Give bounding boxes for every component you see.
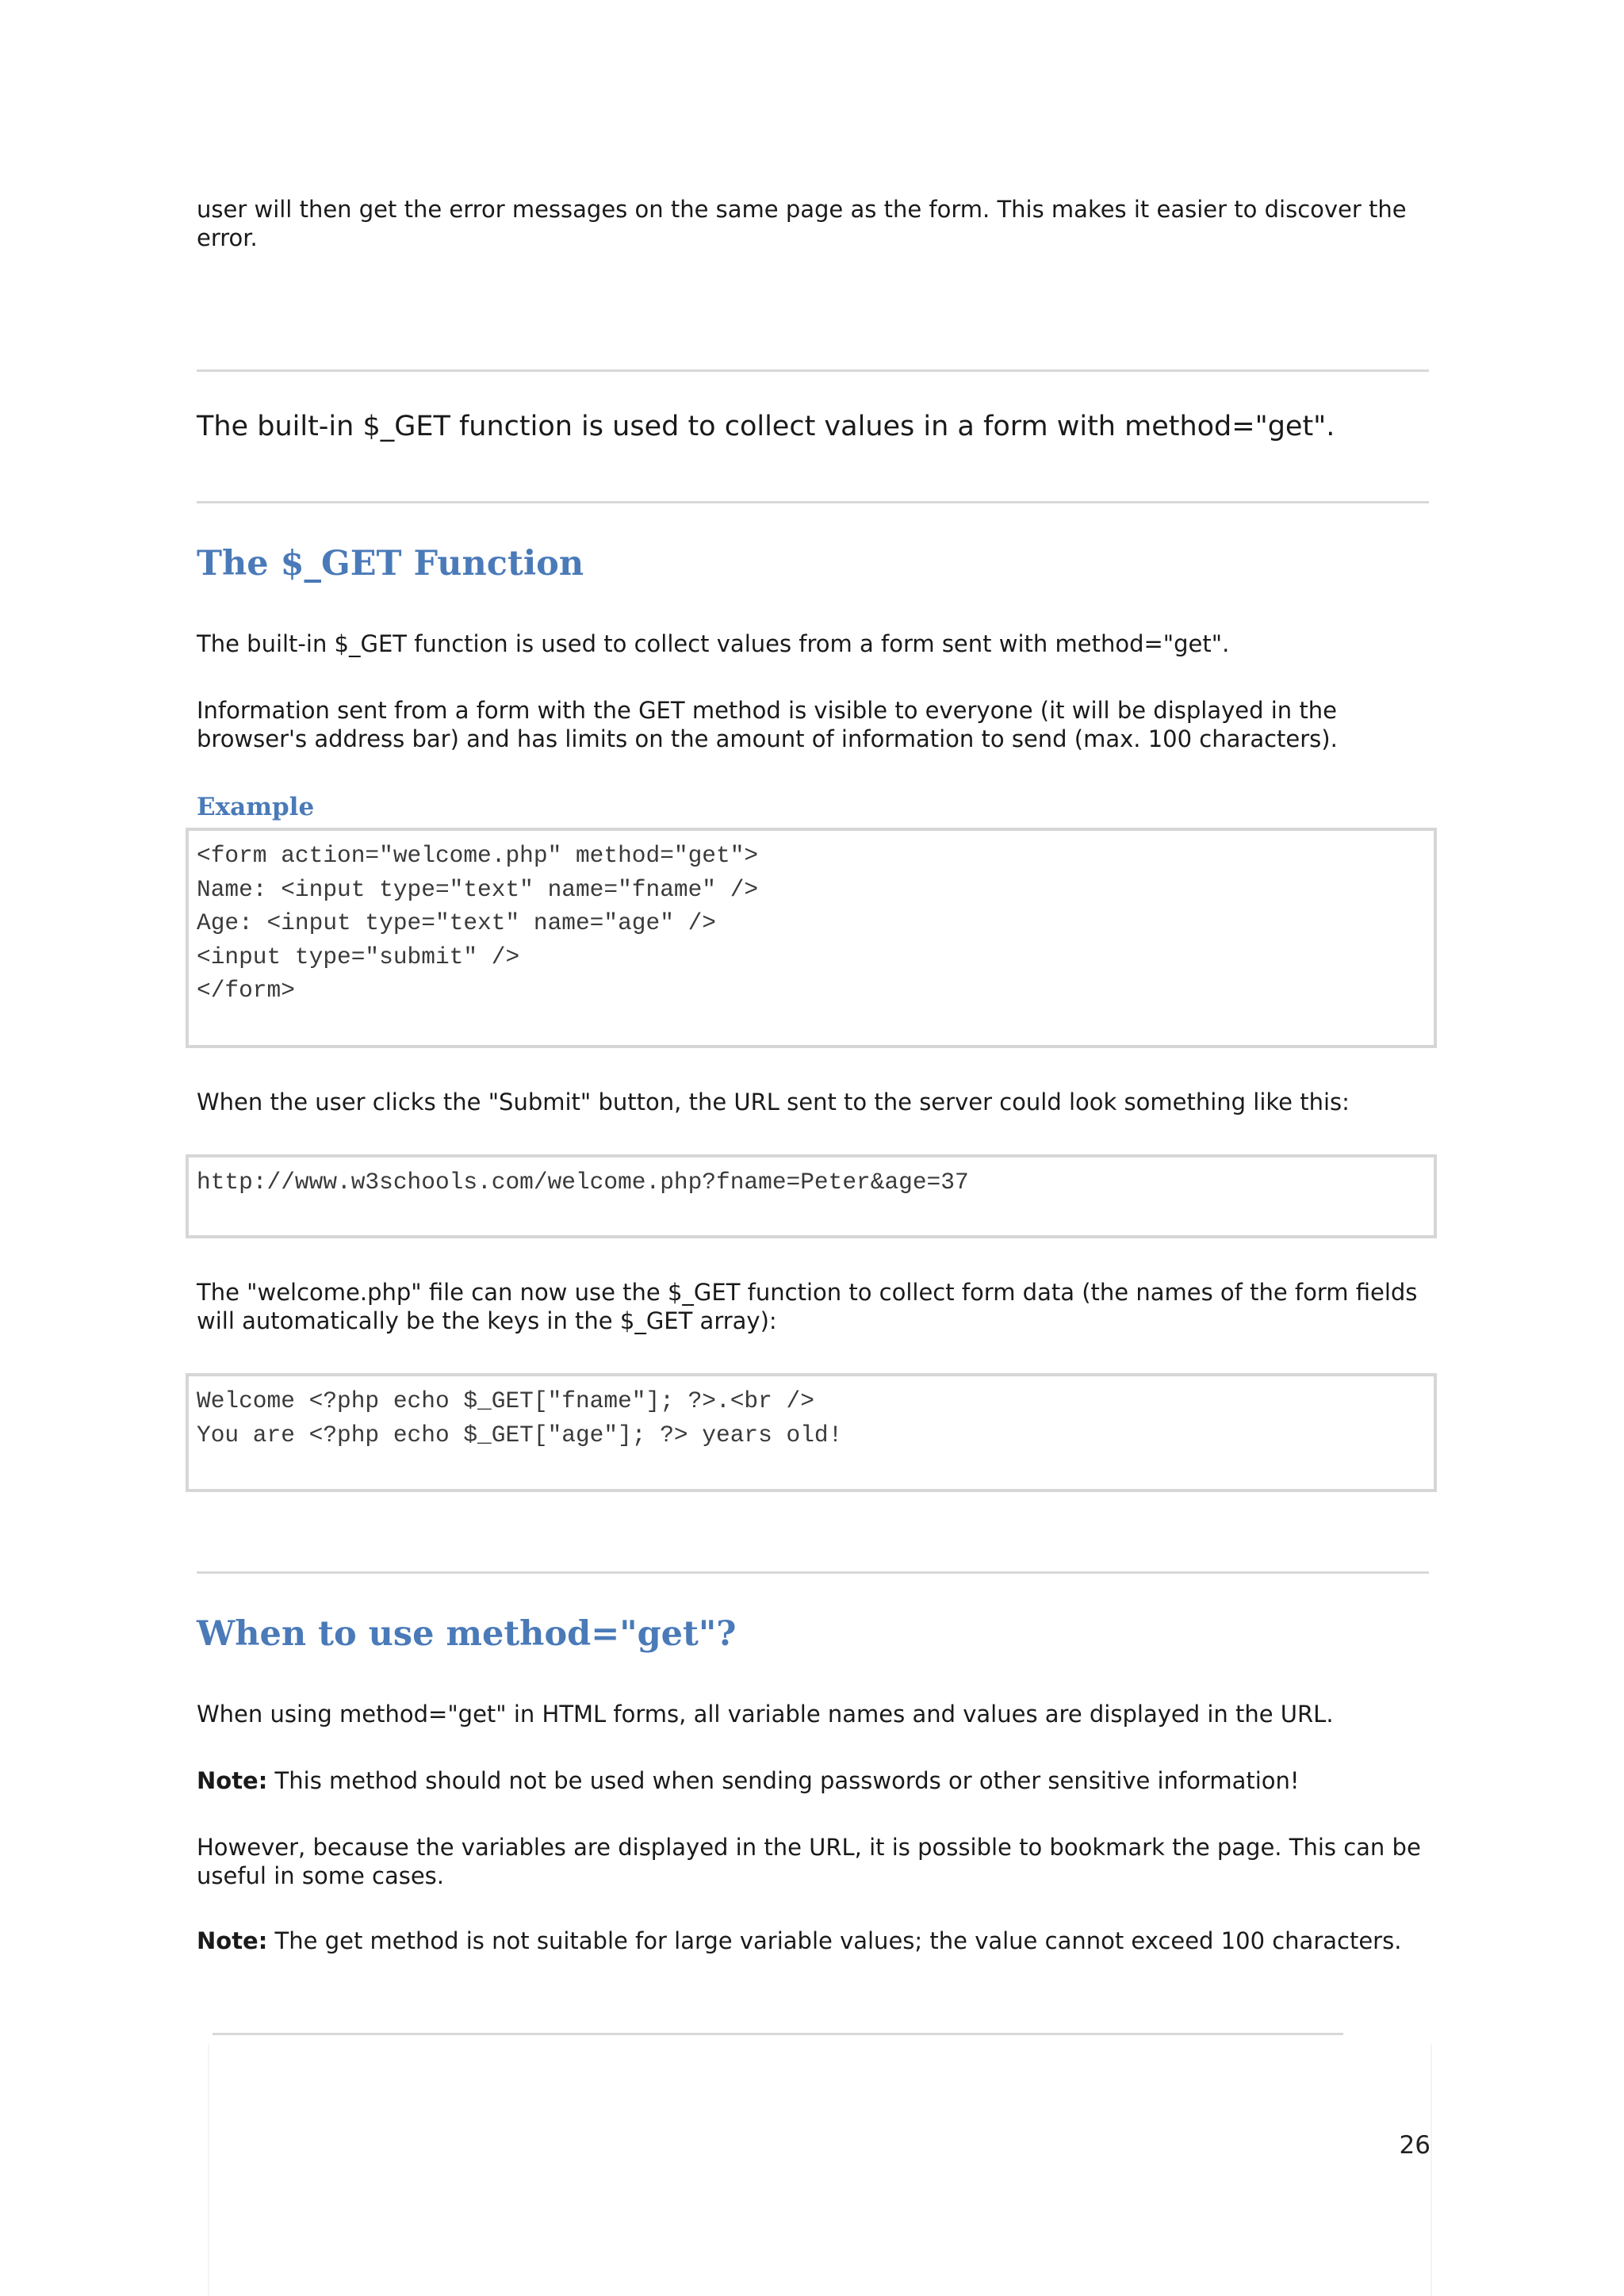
note-1: [197, 1766, 1434, 1795]
code-block-form: [186, 828, 1437, 1048]
when-paragraph-2: However, because the variables are displayed in the URL, it is possible to bookmark the page. This can be useful in some cases.: [197, 1834, 1421, 1889]
note-2-label: Note:: [197, 1927, 268, 1954]
note-1-label: Note:: [197, 1767, 268, 1794]
section-divider: [197, 369, 1429, 372]
note-1-text: This method should not be used when sending passwords or other sensitive information!: [267, 1767, 1300, 1794]
code-block-url: [186, 1154, 1437, 1238]
get-function-paragraph-2: Information sent from a form with the GET method is visible to everyone (it will be displayed in the browser's address bar) and has limits on the amount of information to send (max. 100 characters).: [197, 697, 1338, 752]
example-label: Example: [197, 793, 315, 821]
code-form-text: <form action="welcome.php" method="get"> Name: <input type="text" name="fname" /> Age: <input type="text" name="age" /> <input type="submit" /> </form>: [197, 842, 759, 1004]
faint-page-frame: [208, 2044, 1432, 2296]
note-2: [197, 1927, 1434, 1955]
when-paragraph-1: When using method="get" in HTML forms, all variable names and values are displayed in the URL.: [197, 1701, 1334, 1728]
intro-continued-paragraph: user will then get the error messages on the same page as the form. This makes it easier to discover the error.: [197, 196, 1407, 251]
section-divider: [197, 501, 1429, 503]
summary-lead-text: The built-in $_GET function is used to collect values in a form with method="get".: [197, 411, 1335, 442]
code-block-welcome: [186, 1373, 1437, 1492]
get-function-paragraph-1: The built-in $_GET function is used to collect values from a form sent with method="get".: [197, 630, 1230, 657]
code-welcome-text: Welcome <?php echo $_GET["fname"]; ?>.<br /> You are <?php echo $_GET["age"]; ?> years old!: [197, 1387, 843, 1448]
get-function-paragraph-3: When the user clicks the "Submit" button, the URL sent to the server could look something like this:: [197, 1089, 1350, 1115]
when-to-use-get-heading: When to use method="get"?: [197, 1614, 737, 1654]
footer-divider: [213, 2033, 1343, 2035]
note-2-text: The get method is not suitable for large variable values; the value cannot exceed 100 characters.: [267, 1927, 1402, 1954]
section-divider: [197, 1571, 1429, 1574]
get-function-paragraph-4: The "welcome.php" file can now use the $_GET function to collect form data (the names of the form fields will automatically be the keys in the $_GET array):: [197, 1279, 1418, 1334]
get-function-heading: The $_GET Function: [197, 544, 584, 584]
code-url-text: http://www.w3schools.com/welcome.php?fname=Peter&age=37: [197, 1169, 969, 1196]
page-number: 26: [1399, 2131, 1431, 2160]
